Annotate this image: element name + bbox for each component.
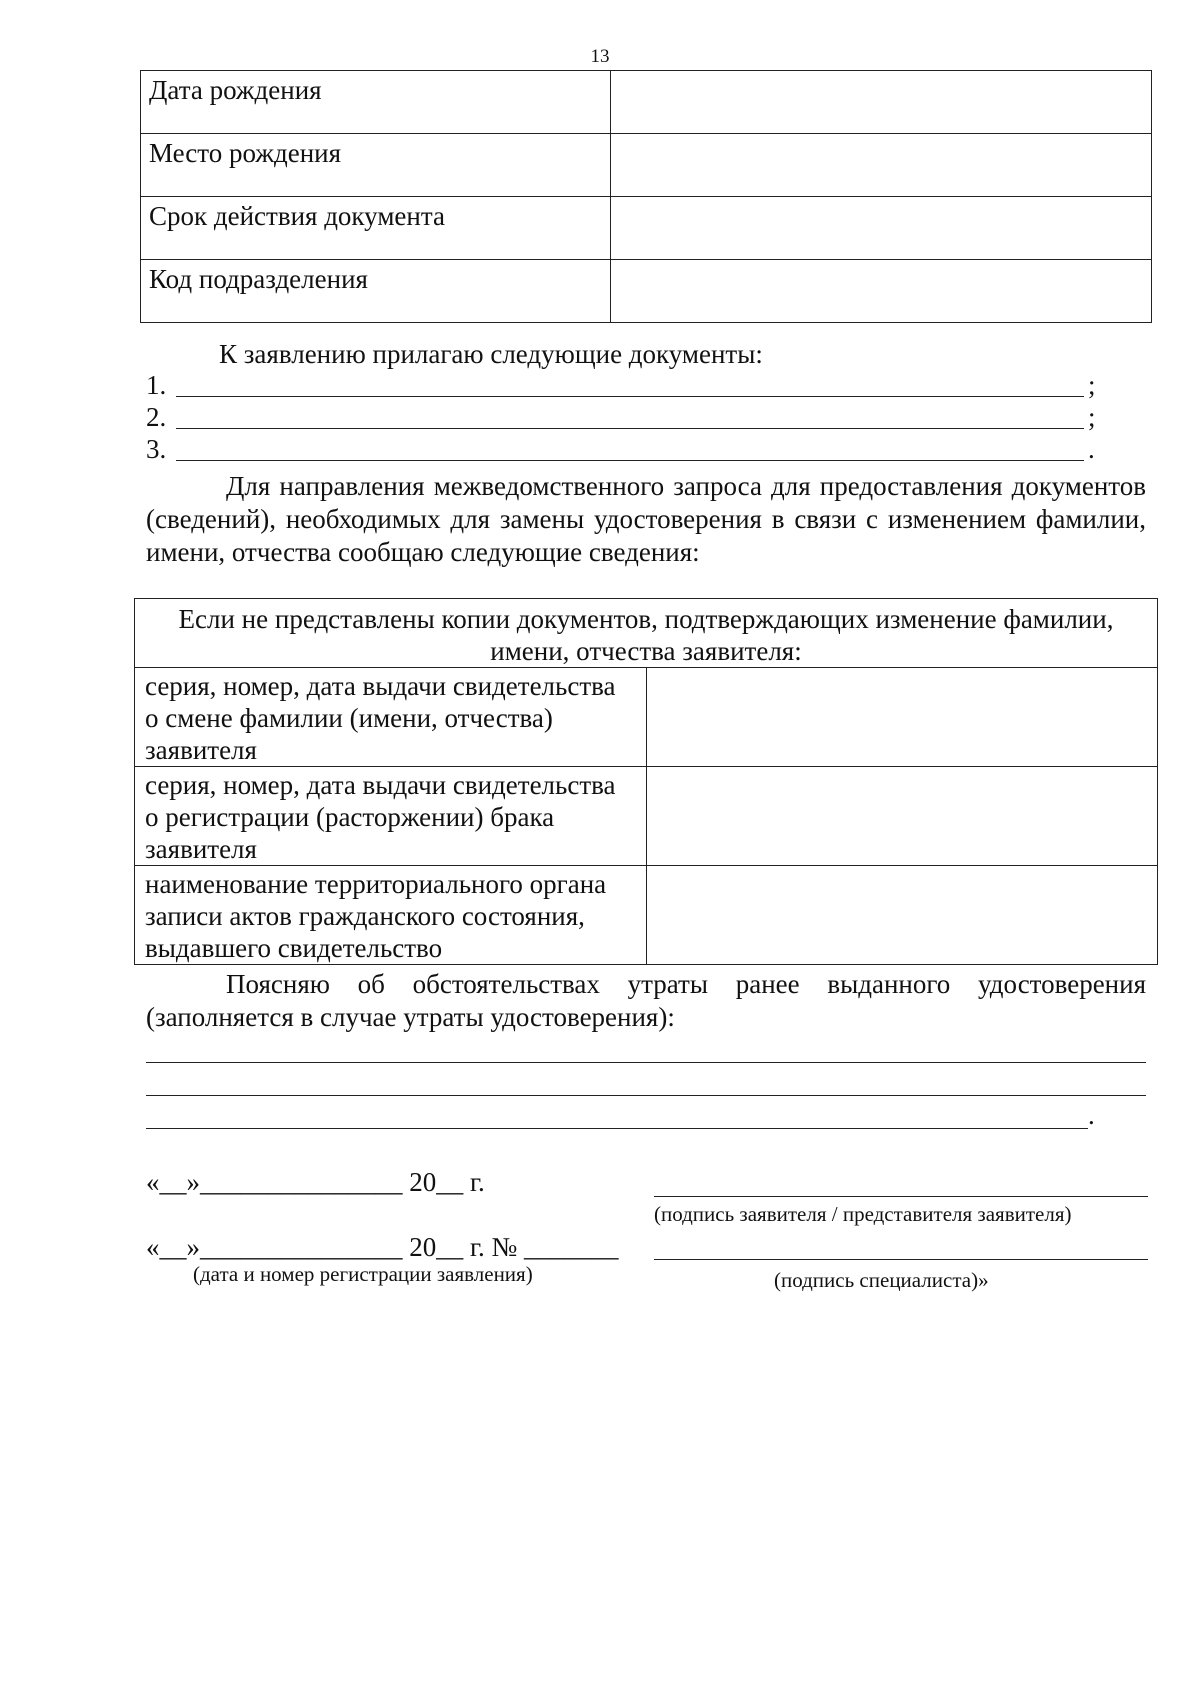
attachment-end: ; [1088, 402, 1096, 432]
loss-end-mark: . [1088, 1100, 1095, 1130]
applicant-signature-caption: (подпись заявителя / представителя заявителя) [654, 1202, 1072, 1226]
row-value-registry-office [646, 866, 1158, 965]
row-value-document-validity [611, 197, 1152, 260]
row-value-birth-date [611, 71, 1152, 134]
table-header: Если не представлены копии документов, подтверждающих изменение фамилии, имени, отчества заявителя: [135, 599, 1158, 668]
fill-line [176, 428, 1084, 429]
fill-line [146, 1062, 1146, 1063]
specialist-signature-caption: (подпись специалиста)» [774, 1268, 989, 1292]
table-row [135, 767, 1158, 866]
attachments-intro: К заявлению прилагаю следующие документы: [219, 339, 763, 369]
table-row [141, 260, 1152, 323]
row-value-marriage-certificate [646, 767, 1158, 866]
attachment-number: 2. [146, 402, 167, 432]
date-line-2: «__»_______________ 20__ г. № _______ [146, 1232, 619, 1262]
fill-line [176, 396, 1084, 397]
row-value-birth-place [611, 134, 1152, 197]
table-row [141, 71, 1152, 134]
table-header-row [135, 599, 1158, 668]
table-row [141, 197, 1152, 260]
attachment-end: . [1088, 434, 1095, 464]
row-label-birth-place: Место рождения [141, 134, 611, 197]
row-label-name-change-certificate: серия, номер, дата выдачи свидетельства о смене фамилии (имени, отчества) заявителя [135, 668, 647, 767]
page-number: 13 [590, 46, 610, 67]
attachment-number: 1. [146, 370, 167, 400]
row-value-division-code [611, 260, 1152, 323]
table-row [135, 866, 1158, 965]
row-label-document-validity: Срок действия документа [141, 197, 611, 260]
table-row [135, 668, 1158, 767]
date-line-1: «__»_______________ 20__ г. [146, 1167, 485, 1197]
row-label-division-code: Код подразделения [141, 260, 611, 323]
row-value-name-change-certificate [646, 668, 1158, 767]
row-label-registry-office: наименование территориального органа записи актов гражданского состояния, выдавшего свидетельство [135, 866, 647, 965]
applicant-signature-line [654, 1196, 1148, 1197]
table-row [141, 134, 1152, 197]
attachment-end: ; [1088, 370, 1096, 400]
name-change-table [134, 598, 1158, 965]
fill-line [146, 1128, 1088, 1129]
fill-line [176, 460, 1084, 461]
attachment-number: 3. [146, 434, 167, 464]
attachment-line-1 [146, 370, 1106, 402]
request-paragraph: Для направления межведомственного запроса для предоставления документов (сведений), необходимых для замены удостоверения в связи с изменением фамилии, имени, отчества сообщаю следующие сведения: [146, 471, 1146, 567]
loss-paragraph: Поясняю об обстоятельствах утраты ранее выданного удостоверения (заполняется в случае утраты удостоверения): [146, 969, 1146, 1032]
attachment-line-3 [146, 434, 1106, 466]
applicant-data-table [140, 70, 1152, 323]
row-label-marriage-certificate: серия, номер, дата выдачи свидетельства о регистрации (расторжении) брака заявителя [135, 767, 647, 866]
registration-caption: (дата и номер регистрации заявления) [193, 1262, 533, 1286]
specialist-signature-line [654, 1259, 1148, 1260]
fill-line [146, 1095, 1146, 1096]
attachment-line-2 [146, 402, 1106, 434]
row-label-birth-date: Дата рождения [141, 71, 611, 134]
